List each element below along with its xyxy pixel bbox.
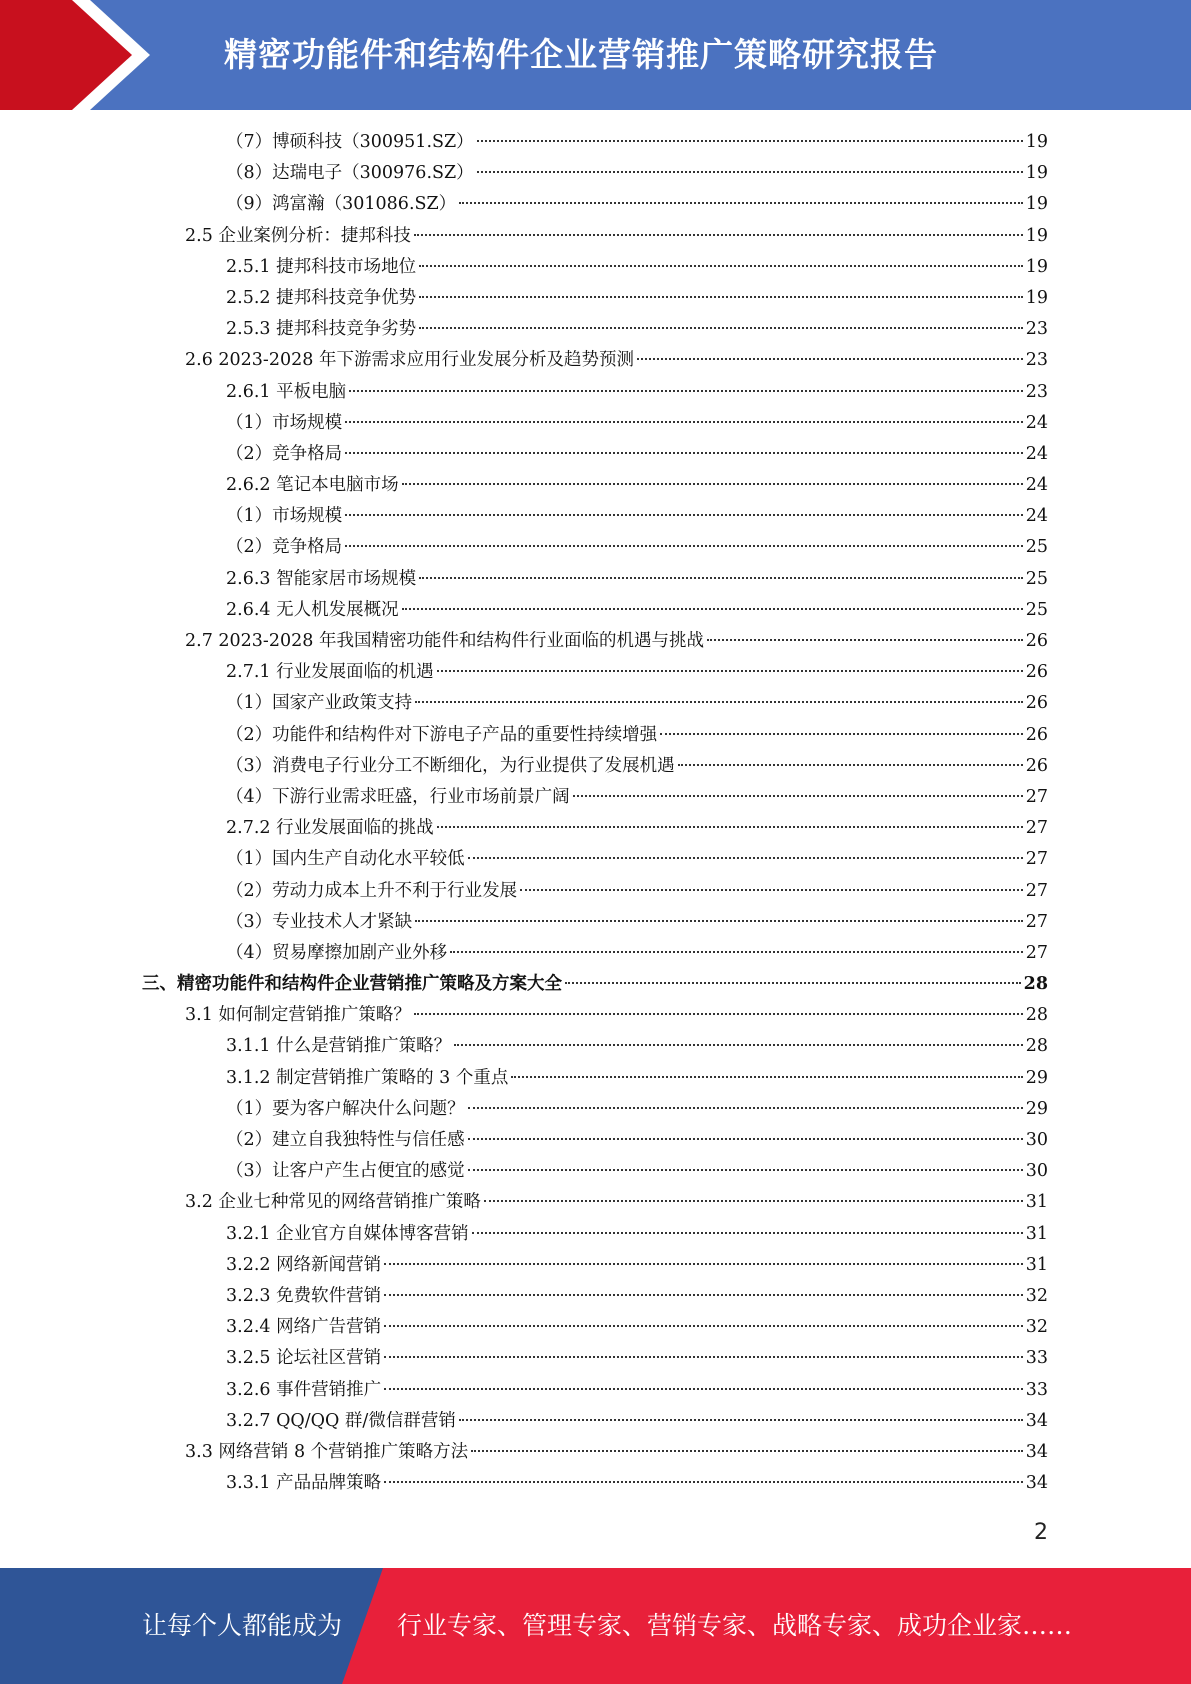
toc-entry[interactable]: [0, 1219, 1191, 1250]
toc-dot-leader: [415, 701, 1023, 703]
toc-entry[interactable]: [0, 408, 1191, 439]
toc-entry[interactable]: [0, 782, 1191, 813]
toc-entry[interactable]: [0, 720, 1191, 751]
toc-entry[interactable]: [0, 314, 1191, 345]
toc-entry-title: 2.5.3 捷邦科技竞争劣势: [226, 319, 417, 340]
toc-entry-page: 26: [1025, 693, 1048, 714]
toc-entry-page: 28: [1023, 974, 1048, 995]
page-footer: [0, 1568, 1191, 1684]
toc-dot-leader: [660, 733, 1023, 735]
toc-entry[interactable]: [0, 377, 1191, 408]
toc-dot-leader: [459, 1419, 1023, 1421]
toc-entry-page: 23: [1025, 350, 1048, 371]
toc-entry[interactable]: [0, 189, 1191, 220]
toc-entry[interactable]: [0, 439, 1191, 470]
toc-dot-leader: [402, 608, 1023, 610]
toc-entry[interactable]: [0, 1031, 1191, 1062]
toc-entry-title: 2.7.2 行业发展面临的挑战: [226, 818, 434, 839]
toc-dot-leader: [345, 452, 1023, 454]
toc-entry[interactable]: [0, 1000, 1191, 1031]
document-title: 精密功能件和结构件企业营销推广策略研究报告: [224, 35, 938, 74]
toc-entry-page: 34: [1025, 1410, 1048, 1431]
toc-entry-title: 2.6.3 智能家居市场规模: [226, 568, 417, 589]
toc-entry-page: 29: [1025, 1098, 1048, 1119]
toc-entry[interactable]: [0, 1063, 1191, 1094]
toc-entry-title: （2）竞争格局: [226, 443, 343, 464]
toc-entry-page: 32: [1025, 1317, 1048, 1338]
toc-entry-title: （2）劳动力成本上升不利于行业发展: [226, 880, 518, 901]
toc-dot-leader: [345, 545, 1023, 547]
toc-dot-leader: [345, 514, 1023, 516]
toc-entry-page: 26: [1025, 724, 1048, 745]
toc-dot-leader: [414, 234, 1023, 236]
toc-entry-title: 三、精密功能件和结构件企业营销推广策略及方案大全: [142, 974, 562, 995]
toc-entry-page: 28: [1025, 1005, 1048, 1026]
toc-entry[interactable]: [0, 1250, 1191, 1281]
toc-entry-title: （1）国内生产自动化水平较低: [226, 849, 465, 870]
toc-dot-leader: [437, 826, 1023, 828]
toc-entry-page: 27: [1025, 942, 1048, 963]
toc-entry-page: 31: [1025, 1223, 1048, 1244]
toc-entry[interactable]: [0, 1156, 1191, 1187]
toc-entry-title: 3.2.7 QQ/QQ 群/微信群营销: [226, 1410, 456, 1431]
toc-entry-title: 2.6.2 笔记本电脑市场: [226, 475, 399, 496]
toc-entry-page: 27: [1025, 818, 1048, 839]
toc-dot-leader: [419, 296, 1023, 298]
toc-entry-title: 3.3.1 产品品牌策略: [226, 1473, 382, 1494]
toc-entry[interactable]: [0, 564, 1191, 595]
toc-entry[interactable]: [0, 1406, 1191, 1437]
toc-entry-page: 34: [1025, 1441, 1048, 1462]
toc-entry[interactable]: [0, 221, 1191, 252]
toc-dot-leader: [477, 140, 1023, 142]
toc-entry-title: （1）国家产业政策支持: [226, 693, 413, 714]
toc-dot-leader: [472, 1232, 1023, 1234]
page-number: 2: [1034, 1520, 1048, 1545]
toc-dot-leader: [384, 1481, 1023, 1483]
toc-entry[interactable]: [0, 969, 1191, 1000]
toc-entry[interactable]: [0, 876, 1191, 907]
header-arrow-icon: [0, 0, 160, 110]
toc-entry[interactable]: [0, 252, 1191, 283]
toc-entry[interactable]: [0, 813, 1191, 844]
toc-entry-title: 3.2 企业七种常见的网络营销推广策略: [185, 1192, 481, 1213]
toc-entry-page: 25: [1025, 599, 1048, 620]
toc-dot-leader: [468, 1107, 1023, 1109]
toc-dot-leader: [637, 358, 1023, 360]
toc-entry[interactable]: [0, 501, 1191, 532]
toc-entry-title: 3.2.1 企业官方自媒体博客营销: [226, 1223, 469, 1244]
footer-slogan-left: 让每个人都能成为: [142, 1611, 343, 1640]
toc-entry-title: （4）下游行业需求旺盛，行业市场前景广阔: [226, 786, 570, 807]
toc-entry-page: 31: [1025, 1254, 1048, 1275]
toc-entry-title: 3.2.2 网络新闻营销: [226, 1254, 382, 1275]
toc-entry-page: 33: [1025, 1379, 1048, 1400]
toc-dot-leader: [384, 1388, 1023, 1390]
toc-entry-title: 3.1.2 制定营销推广策略的 3 个重点: [226, 1067, 509, 1088]
toc-entry[interactable]: [0, 626, 1191, 657]
toc-dot-leader: [468, 857, 1023, 859]
toc-entry-page: 33: [1025, 1348, 1048, 1369]
toc-entry[interactable]: [0, 1094, 1191, 1125]
toc-entry-page: 24: [1025, 475, 1048, 496]
toc-dot-leader: [565, 982, 1021, 984]
toc-dot-leader: [402, 483, 1023, 485]
toc-entry-title: 3.2.4 网络广告营销: [226, 1317, 382, 1338]
toc-entry-page: 24: [1025, 506, 1048, 527]
toc-dot-leader: [707, 639, 1023, 641]
toc-entry-title: 2.5 企业案例分析：捷邦科技: [185, 225, 411, 246]
footer-slogan-right: 行业专家、管理专家、营销专家、战略专家、成功企业家……: [397, 1611, 1073, 1640]
toc-entry-page: 19: [1025, 225, 1048, 246]
toc-entry-page: 26: [1025, 755, 1048, 776]
toc-entry-title: 2.5.2 捷邦科技竞争优势: [226, 287, 417, 308]
toc-entry-page: 19: [1025, 194, 1048, 215]
toc-entry[interactable]: [0, 470, 1191, 501]
toc-dot-leader: [450, 951, 1023, 953]
toc-entry[interactable]: [0, 1125, 1191, 1156]
toc-dot-leader: [437, 670, 1023, 672]
toc-entry-page: 30: [1025, 1161, 1048, 1182]
toc-entry-title: （3）让客户产生占便宜的感觉: [226, 1161, 465, 1182]
toc-entry[interactable]: [0, 907, 1191, 938]
toc-entry-page: 26: [1025, 631, 1048, 651]
toc-dot-leader: [414, 1013, 1023, 1015]
toc-entry[interactable]: [0, 283, 1191, 314]
toc-entry-title: 3.2.3 免费软件营销: [226, 1285, 382, 1306]
toc-entry-title: 2.6.4 无人机发展概况: [226, 599, 399, 620]
toc-entry-title: 3.1 如何制定营销推广策略？: [185, 1005, 411, 1026]
toc-dot-leader: [454, 1044, 1023, 1046]
toc-entry[interactable]: [0, 1343, 1191, 1374]
toc-entry[interactable]: [0, 158, 1191, 189]
toc-entry-page: 32: [1025, 1285, 1048, 1306]
toc-dot-leader: [471, 1450, 1023, 1452]
toc-entry-title: （1）要为客户解决什么问题？: [226, 1098, 465, 1119]
toc-entry-title: （9）鸿富瀚（301086.SZ）: [226, 194, 457, 215]
toc-dot-leader: [678, 764, 1023, 766]
toc-dot-leader: [459, 202, 1023, 204]
toc-entry-title: 3.2.6 事件营销推广: [226, 1379, 382, 1400]
toc-entry-title: （2）建立自我独特性与信任感: [226, 1130, 465, 1150]
toc-dot-leader: [477, 171, 1023, 173]
toc-entry-page: 27: [1025, 849, 1048, 870]
toc-entry-title: 3.3 网络营销 8 个营销推广策略方法: [185, 1441, 469, 1462]
toc-entry[interactable]: [0, 657, 1191, 688]
toc-entry-title: （2）功能件和结构件对下游电子产品的重要性持续增强: [226, 724, 658, 745]
toc-entry-page: 23: [1025, 319, 1048, 340]
toc-entry-title: 2.7 2023-2028 年我国精密功能件和结构件行业面临的机遇与挑战: [185, 631, 704, 651]
toc-entry-page: 34: [1025, 1473, 1048, 1494]
toc-entry-page: 30: [1025, 1130, 1048, 1150]
toc-dot-leader: [384, 1294, 1023, 1296]
toc-entry-page: 19: [1025, 287, 1048, 308]
table-of-contents: [0, 127, 1191, 1499]
toc-entry-page: 27: [1025, 911, 1048, 932]
toc-entry[interactable]: [0, 1312, 1191, 1343]
toc-entry-title: （1）市场规模: [226, 506, 343, 527]
toc-dot-leader: [384, 1325, 1023, 1327]
toc-entry[interactable]: [0, 1468, 1191, 1499]
toc-entry[interactable]: [0, 595, 1191, 626]
toc-dot-leader: [415, 920, 1023, 922]
page-header: [0, 0, 1191, 110]
toc-dot-leader: [573, 795, 1023, 797]
toc-dot-leader: [419, 327, 1023, 329]
toc-entry-page: 28: [1025, 1036, 1048, 1057]
toc-entry-page: 23: [1025, 381, 1048, 402]
toc-entry-page: 19: [1025, 256, 1048, 277]
toc-entry-page: 25: [1025, 568, 1048, 589]
toc-dot-leader: [345, 421, 1023, 423]
toc-entry[interactable]: [0, 1437, 1191, 1468]
toc-entry-title: 3.1.1 什么是营销推广策略？: [226, 1036, 452, 1057]
toc-entry-title: （3）消费电子行业分工不断细化，为行业提供了发展机遇: [226, 755, 675, 776]
toc-entry-page: 24: [1025, 412, 1048, 433]
toc-entry[interactable]: [0, 938, 1191, 969]
toc-entry-page: 19: [1025, 163, 1048, 184]
toc-entry-page: 24: [1025, 443, 1048, 464]
toc-entry[interactable]: [0, 532, 1191, 563]
toc-dot-leader: [384, 1356, 1023, 1358]
toc-entry-page: 29: [1025, 1067, 1048, 1088]
toc-dot-leader: [384, 1263, 1023, 1265]
toc-dot-leader: [419, 577, 1023, 579]
toc-entry[interactable]: [0, 1375, 1191, 1406]
toc-entry-page: 27: [1025, 786, 1048, 807]
toc-entry-title: （7）博硕科技（300951.SZ）: [226, 132, 474, 152]
toc-entry-title: 3.2.5 论坛社区营销: [226, 1348, 382, 1369]
toc-dot-leader: [520, 889, 1023, 891]
toc-entry[interactable]: [0, 1281, 1191, 1312]
toc-entry[interactable]: [0, 844, 1191, 875]
toc-dot-leader: [484, 1200, 1023, 1202]
toc-entry-title: （2）竞争格局: [226, 537, 343, 558]
toc-entry[interactable]: [0, 1187, 1191, 1218]
toc-entry-title: 2.6 2023-2028 年下游需求应用行业发展分析及趋势预测: [185, 350, 634, 371]
toc-entry-page: 31: [1025, 1192, 1048, 1213]
toc-entry-title: （1）市场规模: [226, 412, 343, 433]
toc-dot-leader: [468, 1169, 1023, 1171]
toc-dot-leader: [511, 1076, 1022, 1078]
toc-dot-leader: [468, 1138, 1023, 1140]
toc-dot-leader: [419, 265, 1023, 267]
toc-entry-title: （3）专业技术人才紧缺: [226, 911, 413, 932]
toc-entry[interactable]: [0, 127, 1191, 158]
toc-entry-page: 27: [1025, 880, 1048, 901]
toc-entry-title: （8）达瑞电子（300976.SZ）: [226, 163, 474, 184]
toc-entry-page: 26: [1025, 662, 1048, 683]
toc-dot-leader: [349, 390, 1023, 392]
toc-entry-page: 25: [1025, 537, 1048, 558]
toc-entry[interactable]: [0, 688, 1191, 719]
toc-entry-title: 2.6.1 平板电脑: [226, 381, 347, 402]
toc-entry-title: 2.7.1 行业发展面临的机遇: [226, 662, 434, 683]
toc-entry-page: 19: [1025, 132, 1048, 152]
toc-entry[interactable]: [0, 345, 1191, 376]
toc-entry-title: 2.5.1 捷邦科技市场地位: [226, 256, 417, 277]
toc-entry[interactable]: [0, 751, 1191, 782]
toc-entry-title: （4）贸易摩擦加剧产业外移: [226, 942, 448, 963]
